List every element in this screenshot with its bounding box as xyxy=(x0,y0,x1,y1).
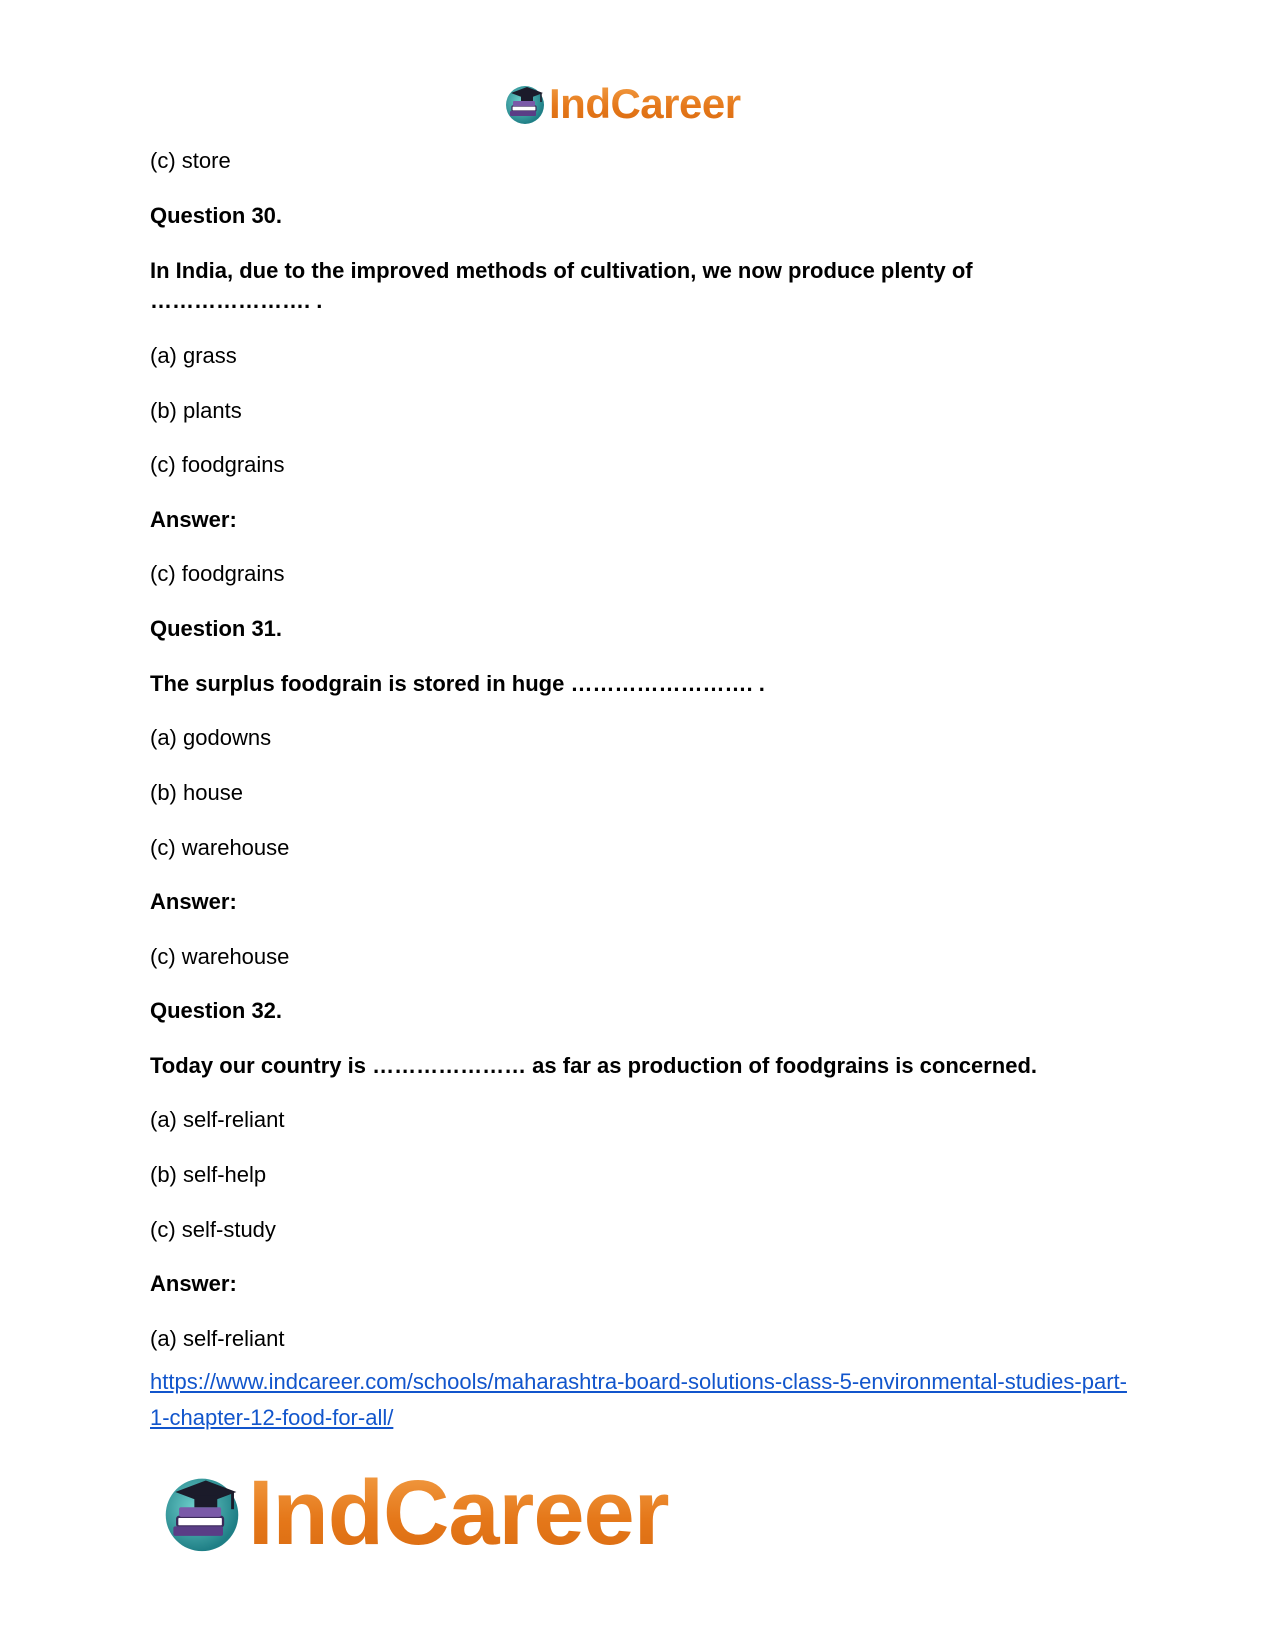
option-text: (b) house xyxy=(150,780,243,805)
answer-label: Answer: xyxy=(150,889,237,914)
option-text: (c) store xyxy=(150,148,231,173)
option-text: (a) grass xyxy=(150,343,237,368)
answer-text: (c) foodgrains xyxy=(150,561,285,586)
option-text: (b) plants xyxy=(150,398,242,423)
option-text: (c) foodgrains xyxy=(150,452,285,477)
footer-logo xyxy=(160,1461,669,1564)
option-text: (c) self-study xyxy=(150,1217,276,1242)
graduation-cap-books-icon xyxy=(160,1471,244,1555)
source-link[interactable]: https://www.indcareer.com/schools/maharashtra-board-solutions-class-5-environmental-studies-part-1-chapter-12-food-for-all/ xyxy=(150,1369,1127,1430)
question-text: The surplus foodgrain is stored in huge ……………………. . xyxy=(150,671,765,696)
answer-text: (c) warehouse xyxy=(150,944,290,969)
header-logo xyxy=(503,80,741,128)
question-heading: Question 32. xyxy=(150,998,283,1023)
answer-label: Answer: xyxy=(150,1271,237,1296)
option-text: (a) godowns xyxy=(150,725,272,750)
question-heading: Question 30. xyxy=(150,203,283,228)
answer-label: Answer: xyxy=(150,507,237,532)
answer-text: (a) self-reliant xyxy=(150,1326,285,1351)
question-text: In India, due to the improved methods of cultivation, we now produce plenty of …………………. . xyxy=(150,258,973,313)
graduation-cap-books-icon xyxy=(503,82,547,126)
brand-logo-text: IndCareer xyxy=(248,1461,669,1564)
option-text: (a) self-reliant xyxy=(150,1107,285,1132)
question-heading: Question 31. xyxy=(150,616,283,641)
option-text: (b) self-help xyxy=(150,1162,267,1187)
question-text: Today our country is ………………… as far as production of foodgrains is concerned. xyxy=(150,1053,1038,1078)
option-text: (c) warehouse xyxy=(150,835,290,860)
brand-logo-text: IndCareer xyxy=(549,80,741,127)
